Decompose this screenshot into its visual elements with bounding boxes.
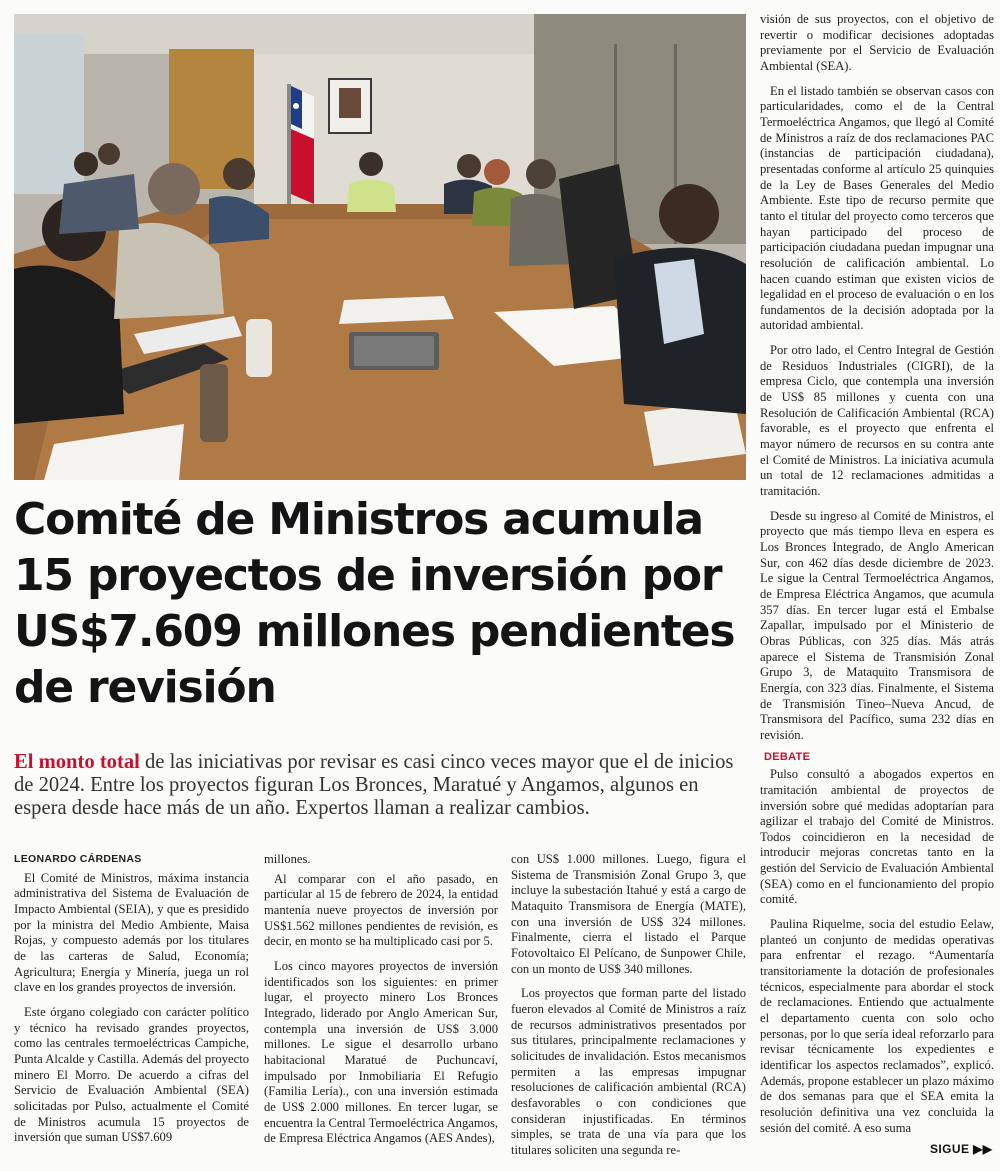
paragraph: Por otro lado, el Centro Integral de Gestión de Residuos Industriales (CIGRI), de la empresa Ciclo, que contempla una inversión de US$ 85 millones y cuenta con una Resolución de Calificación Ambiental (RCA) favorable, es el proyecto que enfrenta el mayor número de recursos en su contra ante el Comité de Ministros. La iniciativa acumula un total de 12 reclamaciones admitidas a tramitación. [760,343,994,499]
paragraph: visión de sus proyectos, con el objetivo de revertir o modificar decisiones adoptadas previamente por el Servicio de Evaluación Ambiental (SEA). [760,12,994,73]
paragraph: Pulso consultó a abogados expertos en tramitación ambiental de proyectos de inversión sobre qué medidas adoptarían para agilizar el trabajo del Comité de Ministros. Todos coincidieron en la necesidad de introducir mejoras concretas tanto en la gestión del Servicio de Evaluación Ambiental (SEA) como en el funcionamiento del propio comité. [760,767,994,907]
lead-highlight: El monto total [14,751,140,773]
paragraph: En el listado también se observan casos con particularidades, como el de la Central Termoeléctrica Angamos, que llegó al Comité de Ministros a raíz de dos reclamaciones PAC (instancias de participación ciudadana), presentadas conforme al artículo 25 quinquies de la Ley de Bases Generales del Medio Ambiente. Este tipo de recurso permite que tanto el titular del proyecto como terceros que hayan participado del proceso de participación ciudadana puedan impugnar una resolución de calificación ambiental. Lo hacen cuando estiman que existen vicios de legalidad en el proceso de evaluación o en los fundamentos de la decisión adoptada por la autoridad ambiental. [760,83,994,333]
section-label-debate: DEBATE [764,750,811,763]
continue-label[interactable]: SIGUE ▶▶ [930,1142,993,1156]
meeting-photo [14,14,746,480]
paragraph: Los cinco mayores proyectos de inversión identificados son los siguientes: en primer lugar, el proyecto minero Los Bronces Integrado, liderado por Anglo American Sur, contempla una inversión de US$ 3.000 millones. Le sigue el desarrollo urbano habitacional Maratué de Puchuncaví, impulsado por Inmobiliaria El Refugio (Familia Lería)., con una inversión estimada de US$ 2.000 millones. En tercer lugar, se encuentra la Central Termoeléctrica Angamos, de Empresa Eléctrica Angamos (AES Andes), [264,958,498,1146]
paragraph: Este órgano colegiado con carácter político y técnico ha revisado grandes proyectos, como las centrales termoeléctricas Campiche, Punta Alcalde y Castilla. Además del proyecto minero El Morro. De acuerdo a cifras del Servicio de Evaluación Ambiental (SEA) solicitadas por Pulso, actualmente el Comité de Ministros acumula 15 proyectos de inversión que suman US$7.609 [14,1004,249,1145]
lead-text: de las iniciativas por revisar es casi cinco veces mayor que el de inicios de 2024. Entre los proyectos figuran Los Bronces, Maratué y Angamos, algunos en espera desde hace más de un año. Expertos llaman a realizar cambios. [14,751,734,819]
paragraph: Desde su ingreso al Comité de Ministros, el proyecto que más tiempo lleva en espera es Los Bronces Integrado, de Anglo American Sur, con 462 días desde diciembre de 2023. Le sigue la Central Termoeléctrica Angamos, de Empresa Eléctrica Angamos, que acumula 357 días. En tercer lugar está el Embalse Zapallar, impulsado por el Ministerio de Obras Públicas, con 325 días. Más atrás aparece el Sistema de Transmisión Zonal Grupo 3, de Mataquito Transmisora de Energía, con 323 días. Finalmente, el Sistema de Transmisión Tineo–Nueva Ancud, de Transmisora del Pacífico, suma 232 días en revisión. [760,508,994,742]
byline: LEONARDO CÁRDENAS [14,853,142,865]
paragraph: millones. [264,852,311,866]
column-4 [760,12,994,1136]
lead-paragraph [14,751,744,820]
paragraph: Los proyectos que forman parte del listado fueron elevados al Comité de Ministros a raíz de recursos administrativos presentados por sus titulares, principalmente reclamaciones y solicitudes de invalidación. Estos mecanismos permiten a las empresas impugnar resoluciones de calificación ambiental (RCA) desfavorables o con condiciones que consideran injustificadas. En términos simples, se trata de una vía para que los titulares soliciten una segunda re- [511,986,746,1157]
paragraph: Paulina Riquelme, socia del estudio Eelaw, planteó un conjunto de medidas operativas para enfrentar el rezago. “Aumentaría transitoriamente la dotación de profesionales técnicos, especialmente para abordar el stock de reclamaciones. Entiendo que actualmente el departamento cuenta con solo ocho personas, por lo que sería ideal reforzarlo para revisar técnicamente los expedientes e identificar los aspectos reclamados”, explicó. Además, propone establecer un plazo máximo de dos semanas para que el SEA emita la resolución definitiva una vez concluida la sesión del comité. A eso suma [760,917,994,1135]
column-2 [264,852,498,1147]
column-1 [14,852,249,1146]
paragraph: con US$ 1.000 millones. Luego, figura el Sistema de Transmisión Zonal Grupo 3, que incluye la subestación Itahué y está a cargo de Mataquito Transmisora de Energía (MATE), con una inversión de US$ 324 millones. Finalmente, cierra el listado el Parque Fotovoltaico El Pelícano, de Sunpower Chile, con un monto de US$ 340 millones. [511,852,746,976]
column-3 [511,852,746,1158]
headline: Comité de Ministros acumula 15 proyectos de inversión por US$7.609 millones pendientes de revisión [14,494,735,713]
paragraph: Al comparar con el año pasado, en particular al 15 de febrero de 2024, la entidad mantenía nueve proyectos de inversión por US$1.562 millones pendientes de revisión, es decir, en monto se ha multiplicado casi por 5. [264,871,498,949]
paragraph: El Comité de Ministros, máxima instancia administrativa del Sistema de Evaluación de Impacto Ambiental (SEIA), y que es presidido por la ministra del Medio Ambiente, Maisa Rojas, y compuesto además por los titulares de las carteras de Salud, Economía; Agricultura; Energía y Minería, juega un rol clave en los grandes proyectos de inversión. [14,870,249,995]
